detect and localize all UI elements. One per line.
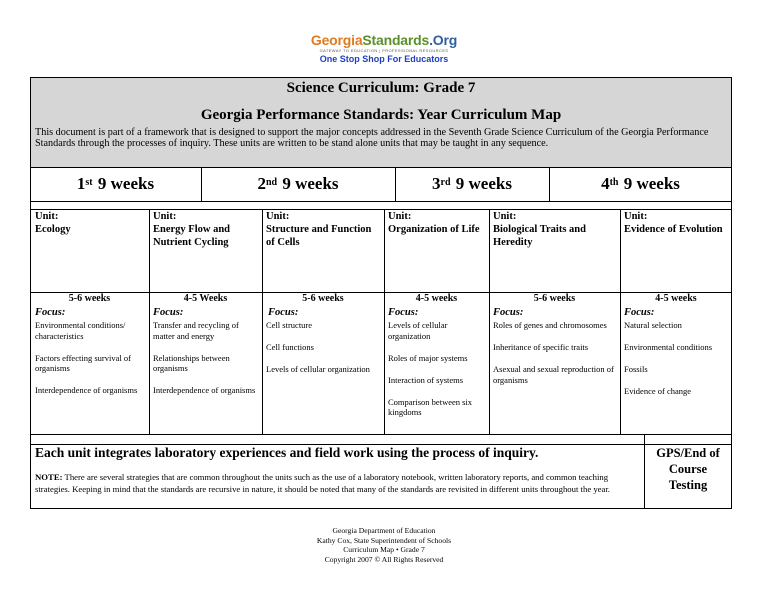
unit-ecology-focus-list <box>35 320 147 407</box>
unit-heredity: Unit: Biological Traits and Heredity <box>493 211 586 248</box>
quarter-1-heading: 1 $^{st}$ 9 weeks <box>76 174 155 193</box>
divider <box>620 209 621 434</box>
list-item: Relationships between organisms <box>153 352 230 373</box>
list-item: Evidence of change <box>624 386 692 396</box>
unit-energy-flow-duration: 4-5 Weeks <box>183 293 228 304</box>
focus-heading: Focus: <box>35 307 66 318</box>
divider <box>489 209 490 434</box>
list-item: Inheritance of specific traits <box>493 342 589 352</box>
focus-heading: Focus: <box>388 307 419 318</box>
unit-evolution: Unit: Evidence of Evolution <box>624 211 723 235</box>
list-item: Transfer and recycling of matter and energy <box>153 320 239 341</box>
divider <box>395 167 396 201</box>
unit-evolution-duration: 4-5 weeks <box>655 293 697 304</box>
list-item: Levels of cellular organization <box>266 364 370 374</box>
list-item: Comparison between six kingdoms <box>388 396 473 417</box>
list-item: Levels of cellular organization <box>388 320 448 341</box>
logo-subline: GATEWAY TO EDUCATION | PROFESSIONAL RESOURCES <box>319 48 449 53</box>
focus-heading: Focus: <box>153 307 184 318</box>
logo-wordmark: GeorgiaStandards.Org <box>310 32 458 48</box>
logo <box>0 32 768 64</box>
focus-heading: Focus: <box>268 307 299 318</box>
list-item: Roles of genes and chromosomes <box>493 320 607 330</box>
unit-ecology: Unit: Ecology <box>35 211 71 235</box>
unit-ecology-duration: 5-6 weeks <box>68 293 111 304</box>
list-item: Factors effecting survival of organisms <box>35 352 131 373</box>
list-item: Cell functions <box>266 342 314 352</box>
divider <box>549 167 550 201</box>
document-subtitle: Georgia Performance Standards: Year Curriculum Map <box>200 107 562 123</box>
unit-cells: Unit: Structure and Function of Cells <box>266 211 372 248</box>
unit-heredity-duration: 5-6 weeks <box>533 293 576 304</box>
page-footer: Georgia Department of Education Kathy Cox, State Superintendent of Schools Curriculum Map • Grade 7 Copyright 2007 © All Rights Reserved <box>316 526 452 564</box>
unit-heredity-focus-list <box>493 320 615 397</box>
list-item: Environmental conditions <box>624 342 713 352</box>
list-item: Fossils <box>624 364 648 374</box>
divider <box>30 434 732 435</box>
gps-testing-cell: GPS/End of Course Testing <box>656 446 720 492</box>
integration-statement: Each unit integrates laboratory experiences and field work using the process of inquiry. <box>35 445 539 460</box>
unit-cells-duration: 5-6 weeks <box>302 293 344 304</box>
divider <box>201 167 202 201</box>
unit-evolution-focus-list <box>624 320 730 408</box>
quarter-row <box>30 167 732 202</box>
quarter-2-heading: 2 $^{nd}$ 9 weeks <box>257 174 339 193</box>
divider <box>384 209 385 434</box>
list-item: Interdependence of organisms <box>35 385 138 395</box>
unit-organization-of-life: Unit: Organization of Life <box>388 211 480 235</box>
list-item: Roles of major systems <box>388 352 468 363</box>
list-item: Interaction of systems <box>388 374 464 385</box>
list-item: Asexual and sexual reproduction of organisms <box>493 364 614 385</box>
divider <box>149 209 150 434</box>
intro-paragraph: This document is part of a framework that is designed to support the major concepts addressed in the Seventh Grade Science Curriculum of the Georgia Performance Standards through the processes of inquiry. These units are written to be stand alone units that may be taught in any sequence. <box>35 127 709 149</box>
quarter-4-heading: 4 $^{th}$ 9 weeks <box>601 174 680 193</box>
unit-cells-focus-list <box>266 320 378 386</box>
unit-organization-duration: 4-5 weeks <box>415 293 458 304</box>
quarter-3-heading: 3 $^{rd}$ 9 weeks <box>432 174 512 193</box>
focus-heading: Focus: <box>493 307 524 318</box>
list-item: Cell structure <box>266 320 313 330</box>
divider <box>262 209 263 434</box>
note-paragraph: NOTE: There are several strategies that are common throughout the units such as the use of a laboratory notebook, written laboratory reports, and common teaching strategies. Keeping in mind that the standards are recursive in nature, it should be noted that many of the standards are revisited in different units throughout the year. <box>35 472 610 494</box>
unit-organization-focus-list <box>388 320 486 429</box>
document-title: Science Curriculum: Grade 7 <box>286 80 476 96</box>
logo-tagline: One Stop Shop For Educators <box>319 54 449 64</box>
focus-heading: Focus: <box>624 307 655 318</box>
list-item: Interdependence of organisms <box>153 385 256 395</box>
list-item: Environmental conditions/ characteristics <box>35 320 126 341</box>
list-item: Natural selection <box>624 320 682 330</box>
unit-energy-flow-focus-list <box>153 320 259 407</box>
unit-energy-flow: Unit: Energy Flow and Nutrient Cycling <box>153 211 231 248</box>
